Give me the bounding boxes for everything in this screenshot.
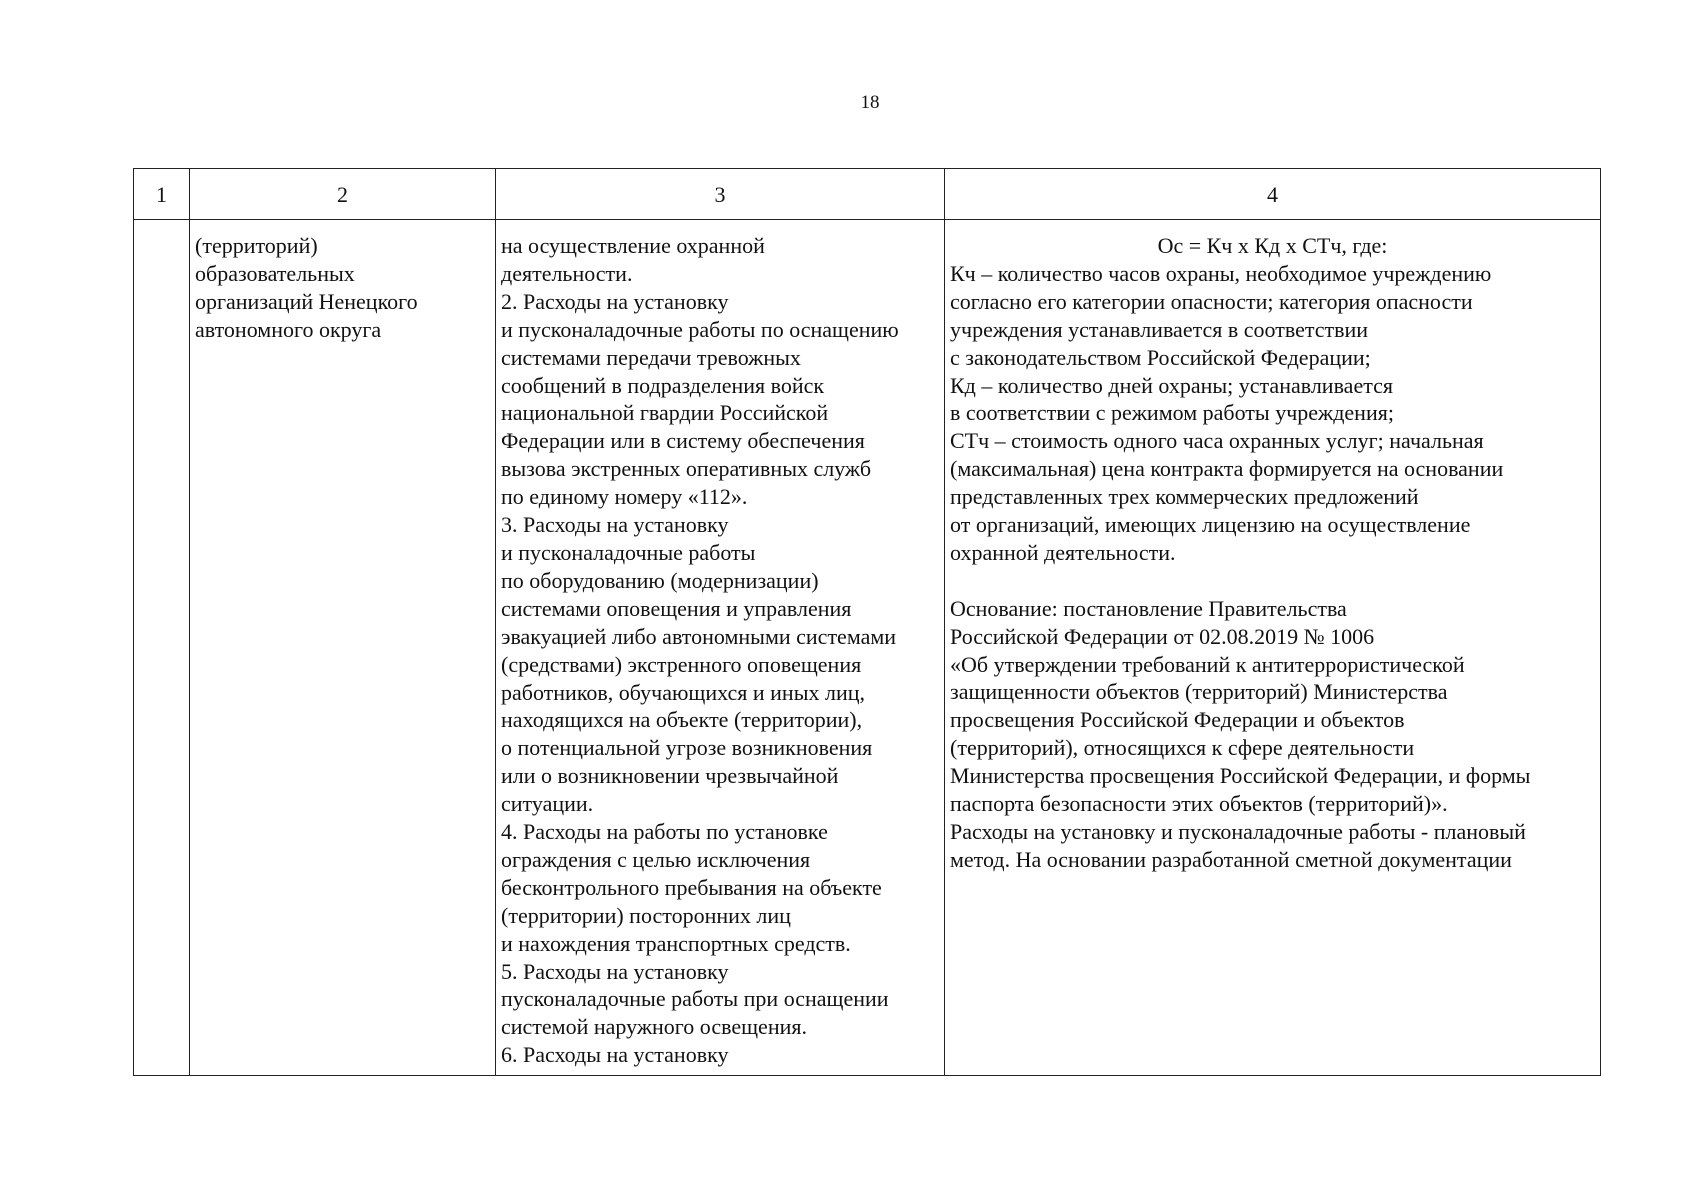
- expense-table: [133, 168, 1601, 1076]
- row-cell-index: [134, 220, 190, 1076]
- row-cell-expenses: [496, 220, 945, 1076]
- column-header-2: 2: [190, 169, 496, 220]
- formula-definitions: Кч – количество часов охраны, необходимое учреждению согласно его категории опасности; категория опасности учреждения устанавливается в соответствии с законодательством Российской Федерации; Кд – количество дней охраны; устанавливается в соответствии с режимом работы учреждения; СТч – стоимость одного часа охранных услуг; начальная (максимальная) цена контракта формируется на основании представленных трех коммерческих предложений от организаций, имеющих лицензию на осуществление охранной деятельности.: [950, 260, 1504, 565]
- row-cell-calculation: [945, 220, 1601, 1076]
- column-header-1: 1: [134, 169, 190, 220]
- calculation-formula: Ос = Кч х Кд х СТч, где:: [1157, 233, 1388, 258]
- paragraph-spacer: [945, 567, 1600, 595]
- expenses-list: на осуществление охранной деятельности. 2. Расходы на установку и пусконаладочные работы по оснащению системами передачи тревожных сообщений в подразделения войск национальной гвардии Российской Федерации или в систему обеспечения вызова экстренных оперативных служб по единому номеру «112». 3. Расходы на установку и пусконаладочные работы по оборудованию (модернизации) системами оповещения и управления эвакуацией либо автономными системами (средствами) экстренного оповещения работников, обучающихся и иных лиц, находящихся на объекте (территории), о потенциальной угрозе возникновения или о возникновении чрезвычайной ситуации. 4. Расходы на работы по установке ограждения с целью исключения бесконтрольного пребывания на объекте (территории) посторонних лиц и нахождения транспортных средств. 5. Расходы на установку пусконаладочные работы при оснащении системой наружного освещения. 6. Расходы на установку: [501, 233, 899, 1068]
- table-row: [134, 220, 1601, 1076]
- calculation-method: Расходы на установку и пусконаладочные работы - плановый метод. На основании разработанной сметной документации: [950, 819, 1526, 872]
- object-description: (территорий) образовательных организаций Ненецкого автономного округа: [195, 233, 418, 342]
- column-header-4: 4: [945, 169, 1601, 220]
- page-number: 18: [860, 92, 880, 113]
- column-header-3: 3: [496, 169, 945, 220]
- row-cell-object: [190, 220, 496, 1076]
- legal-basis: Основание: постановление Правительства Российской Федерации от 02.08.2019 № 1006 «Об утверждении требований к антитеррористической защищенности объектов (территорий) Министерства просвещения Российской Федерации и объектов (территорий), относящихся к сфере деятельности Министерства просвещения Российской Федерации, и формы паспорта безопасности этих объектов (территорий)».: [950, 595, 1531, 817]
- table-header-row: [134, 169, 1601, 220]
